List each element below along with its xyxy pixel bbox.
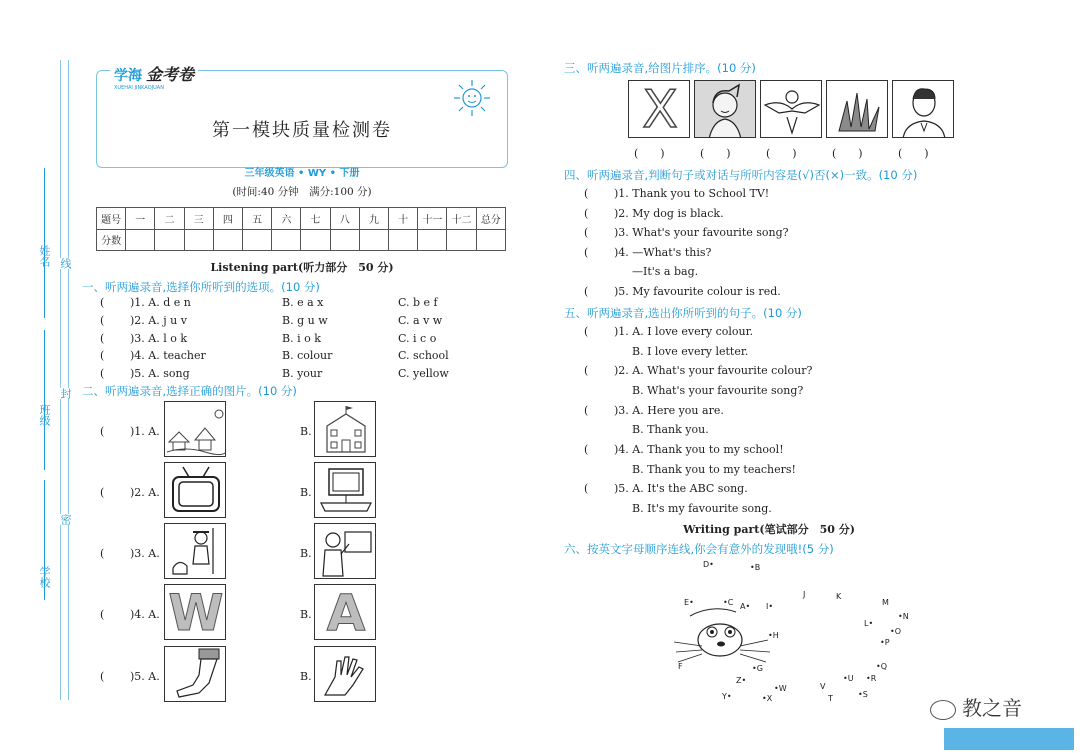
- s4-statement: )3. What's your favourite song?: [614, 226, 789, 239]
- girl-icon: [695, 81, 756, 138]
- s4-statement-cont: —It's a bag.: [632, 265, 699, 278]
- village-picture[interactable]: [164, 401, 226, 457]
- hand-icon: [315, 647, 376, 702]
- school-label: 学校: [38, 566, 51, 588]
- s1-option-b: B. colour: [282, 349, 333, 362]
- dot-letter: A•: [740, 602, 751, 611]
- answer-paren[interactable]: (: [584, 364, 589, 377]
- answer-paren[interactable]: (: [584, 207, 589, 220]
- score-cell[interactable]: [301, 229, 330, 251]
- dot-letter: F: [678, 662, 683, 671]
- s5-option-b: B. What's your favourite song?: [632, 384, 804, 397]
- score-cell[interactable]: [476, 229, 505, 251]
- tv-picture[interactable]: [164, 462, 226, 518]
- score-cell[interactable]: [418, 229, 447, 251]
- score-col: 十: [389, 208, 418, 230]
- s1-option-a: )2. A. j u v: [130, 314, 187, 327]
- s1-option-b: B. your: [282, 367, 323, 380]
- letter-x-picture[interactable]: [628, 80, 690, 138]
- score-col: 四: [213, 208, 242, 230]
- score-col-label: 题号: [97, 208, 126, 230]
- dot-letter: L•: [864, 619, 874, 628]
- score-cell[interactable]: [389, 229, 418, 251]
- score-col: 九: [359, 208, 388, 230]
- score-col: 二: [155, 208, 184, 230]
- score-col: 十二: [447, 208, 476, 230]
- letter-w-picture[interactable]: [164, 584, 226, 640]
- answer-paren[interactable]: (: [584, 285, 589, 298]
- dot-letter: D•: [703, 560, 714, 569]
- listening-part-title: Listening part(听力部分 50 分): [210, 261, 394, 274]
- dot-letter: •U: [843, 674, 854, 683]
- answer-paren[interactable]: (: [584, 443, 589, 456]
- section4-title: 四、听两遍录音,判断句子或对话与所听内容是(√)否(×)一致。(10 分): [564, 168, 918, 182]
- sun-icon: [452, 78, 492, 118]
- computer-picture[interactable]: [314, 462, 376, 518]
- answer-paren-pair[interactable]: ( ): [700, 147, 731, 160]
- farmer-icon: [165, 524, 226, 579]
- s5-option-b: B. It's my favourite song.: [632, 502, 772, 515]
- s2-option-a-label: )5. A.: [130, 670, 160, 683]
- school-building-icon: [315, 402, 376, 457]
- name-label: 姓名: [38, 245, 51, 267]
- s1-option-c: C. school: [398, 349, 449, 362]
- section3-title: 三、听两遍录音,给图片排序。(10 分): [564, 61, 756, 75]
- dot-letter: •G: [752, 664, 763, 673]
- hand-picture[interactable]: [314, 646, 376, 702]
- score-cell[interactable]: [213, 229, 242, 251]
- s5-option-a: )5. A. It's the ABC song.: [614, 482, 748, 495]
- s1-option-b: B. e a x: [282, 296, 324, 309]
- score-col: 五: [243, 208, 272, 230]
- wechat-icon: [930, 700, 956, 720]
- dot-letter: M: [882, 598, 889, 607]
- s2-option-b-label: B.: [300, 486, 312, 499]
- answer-paren[interactable]: (: [100, 349, 105, 362]
- section1-title: 一、听两遍录音,选择你所听到的选项。(10 分): [82, 280, 320, 294]
- dot-letter: •N: [898, 612, 909, 621]
- dot-letter: Z•: [736, 676, 747, 685]
- time-info: (时间:40 分钟 满分:100 分): [232, 186, 372, 198]
- teacher-picture[interactable]: [314, 523, 376, 579]
- answer-paren[interactable]: (: [100, 367, 105, 380]
- dot-letter: K: [836, 592, 842, 601]
- leg-picture[interactable]: [164, 646, 226, 702]
- score-col: 三: [184, 208, 213, 230]
- answer-paren-pair[interactable]: ( ): [832, 147, 863, 160]
- dot-letter: J: [803, 590, 806, 599]
- grass-icon: [827, 81, 888, 138]
- brand-logo: [110, 62, 198, 91]
- dot-letter: •B: [750, 563, 761, 572]
- s5-option-a: )1. A. I love every colour.: [614, 325, 754, 338]
- s1-option-a: )3. A. l o k: [130, 332, 188, 345]
- section2-title: 二、听两遍录音,选择正确的图片。(10 分): [82, 384, 297, 398]
- score-col: 六: [272, 208, 301, 230]
- letter-a: A: [326, 584, 366, 640]
- class-label: 班级: [38, 404, 51, 426]
- dot-letter: I•: [766, 602, 774, 611]
- bird-icon: [761, 81, 822, 138]
- score-cell[interactable]: [359, 229, 388, 251]
- s2-option-a-label: )2. A.: [130, 486, 160, 499]
- s5-option-a: )4. A. Thank you to my school!: [614, 443, 784, 456]
- answer-paren[interactable]: (: [100, 296, 105, 309]
- letter-x: X: [642, 80, 678, 138]
- s4-statement: )5. My favourite colour is red.: [614, 285, 781, 298]
- teacher-icon: [315, 524, 376, 579]
- farmer-picture[interactable]: [164, 523, 226, 579]
- answer-paren[interactable]: (: [100, 314, 105, 327]
- answer-paren[interactable]: (: [584, 325, 589, 338]
- answer-paren[interactable]: (: [100, 425, 105, 438]
- s1-option-c: C. a v w: [398, 314, 443, 327]
- answer-paren-pair[interactable]: ( ): [766, 147, 797, 160]
- s4-statement: )4. —What's this?: [614, 246, 712, 259]
- s2-option-b-label: B.: [300, 670, 312, 683]
- score-table-header-row: [97, 208, 506, 230]
- s5-option-b: B. Thank you.: [632, 423, 709, 436]
- s1-option-b: B. g u w: [282, 314, 328, 327]
- seal-secret-label: 密: [59, 514, 72, 525]
- answer-paren[interactable]: (: [584, 404, 589, 417]
- score-cell[interactable]: [184, 229, 213, 251]
- score-cell[interactable]: [155, 229, 184, 251]
- brand-sub: 金考卷: [146, 65, 195, 84]
- letter-a-picture[interactable]: [314, 584, 376, 640]
- answer-paren[interactable]: (: [584, 187, 589, 200]
- s2-option-a-label: )3. A.: [130, 547, 160, 560]
- man-icon: [893, 81, 954, 138]
- score-col: 十一: [418, 208, 447, 230]
- answer-paren[interactable]: (: [100, 670, 105, 683]
- s1-option-c: C. i c o: [398, 332, 437, 345]
- score-table: [96, 207, 506, 251]
- leg-icon: [165, 647, 226, 702]
- section6-title: 六、按英文字母顺序连线,你会有意外的发现哦!(5 分): [564, 542, 834, 556]
- score-table-score-row: [97, 229, 506, 251]
- answer-paren[interactable]: (: [584, 482, 589, 495]
- s1-option-b: B. i o k: [282, 332, 321, 345]
- answer-paren[interactable]: (: [100, 332, 105, 345]
- score-col: 一: [126, 208, 155, 230]
- s2-option-b-label: B.: [300, 608, 312, 621]
- s2-option-a-label: )4. A.: [130, 608, 160, 621]
- answer-paren[interactable]: (: [100, 547, 105, 560]
- dot-letter: •S: [858, 690, 868, 699]
- s4-statement: )2. My dog is black.: [614, 207, 724, 220]
- s5-option-a: )2. A. What's your favourite colour?: [614, 364, 813, 377]
- watermark: 教之音: [930, 692, 1022, 721]
- s5-option-a: )3. A. Here you are.: [614, 404, 724, 417]
- s1-option-a: )1. A. d e n: [130, 296, 191, 309]
- writing-part-title: Writing part(笔试部分 50 分): [683, 523, 855, 536]
- answer-paren[interactable]: (: [584, 226, 589, 239]
- answer-paren-pair[interactable]: ( ): [634, 147, 665, 160]
- answer-paren-pair[interactable]: ( ): [898, 147, 929, 160]
- letter-w: W: [168, 584, 224, 640]
- brand-name: 学海: [114, 68, 142, 84]
- dot-letter: •Q: [876, 662, 888, 671]
- school-picture[interactable]: [314, 401, 376, 457]
- s2-option-b-label: B.: [300, 425, 312, 438]
- s5-option-b: B. Thank you to my teachers!: [632, 463, 796, 476]
- seal-seal-label: 封: [59, 388, 72, 399]
- watermark-bar: [944, 728, 1074, 750]
- s5-option-b: B. I love every letter.: [632, 345, 749, 358]
- s1-option-a: )4. A. teacher: [130, 349, 206, 362]
- score-row-label: 分数: [97, 229, 126, 251]
- dot-letter: •W: [774, 684, 787, 693]
- girl-picture[interactable]: [694, 80, 756, 138]
- dot-letter: T: [828, 694, 833, 703]
- s2-option-a-label: )1. A.: [130, 425, 160, 438]
- answer-paren[interactable]: (: [584, 246, 589, 259]
- computer-icon: [315, 463, 376, 518]
- answer-paren[interactable]: (: [100, 486, 105, 499]
- score-col: 七: [301, 208, 330, 230]
- dot-letter: •X: [762, 694, 773, 703]
- score-cell[interactable]: [330, 229, 359, 251]
- tv-icon: [165, 463, 226, 518]
- score-cell[interactable]: [272, 229, 301, 251]
- seal-line-label: 线: [59, 258, 72, 269]
- section5-title: 五、听两遍录音,选出你所听到的句子。(10 分): [564, 306, 802, 320]
- s1-option-c: C. yellow: [398, 367, 449, 380]
- s4-statement: )1. Thank you to School TV!: [614, 187, 770, 200]
- score-col: 八: [330, 208, 359, 230]
- score-cell[interactable]: [447, 229, 476, 251]
- s2-option-b-label: B.: [300, 547, 312, 560]
- man-picture[interactable]: [892, 80, 954, 138]
- dot-letter: E•: [684, 598, 694, 607]
- score-cell[interactable]: [243, 229, 272, 251]
- s1-option-a: )5. A. song: [130, 367, 190, 380]
- brand-pinyin: XUEHAI JINKAOJUAN: [114, 85, 164, 91]
- bird-picture[interactable]: [760, 80, 822, 138]
- dot-letter: •C: [723, 598, 734, 607]
- score-cell[interactable]: [126, 229, 155, 251]
- dot-letter: •P: [880, 638, 890, 647]
- village-icon: [165, 402, 226, 457]
- dot-letter: V: [820, 682, 826, 691]
- grass-picture[interactable]: [826, 80, 888, 138]
- answer-paren[interactable]: (: [100, 608, 105, 621]
- page-subtitle: 三年级英语 • WY • 下册: [96, 164, 508, 179]
- dot-letter: •R: [866, 674, 877, 683]
- dot-letter: •H: [768, 631, 779, 640]
- s1-option-c: C. b e f: [398, 296, 438, 309]
- dot-letter: •O: [890, 627, 902, 636]
- dot-letter: Y•: [722, 692, 732, 701]
- page-title: 第一模块质量检测卷: [212, 120, 392, 141]
- score-col-total: 总分: [476, 208, 505, 230]
